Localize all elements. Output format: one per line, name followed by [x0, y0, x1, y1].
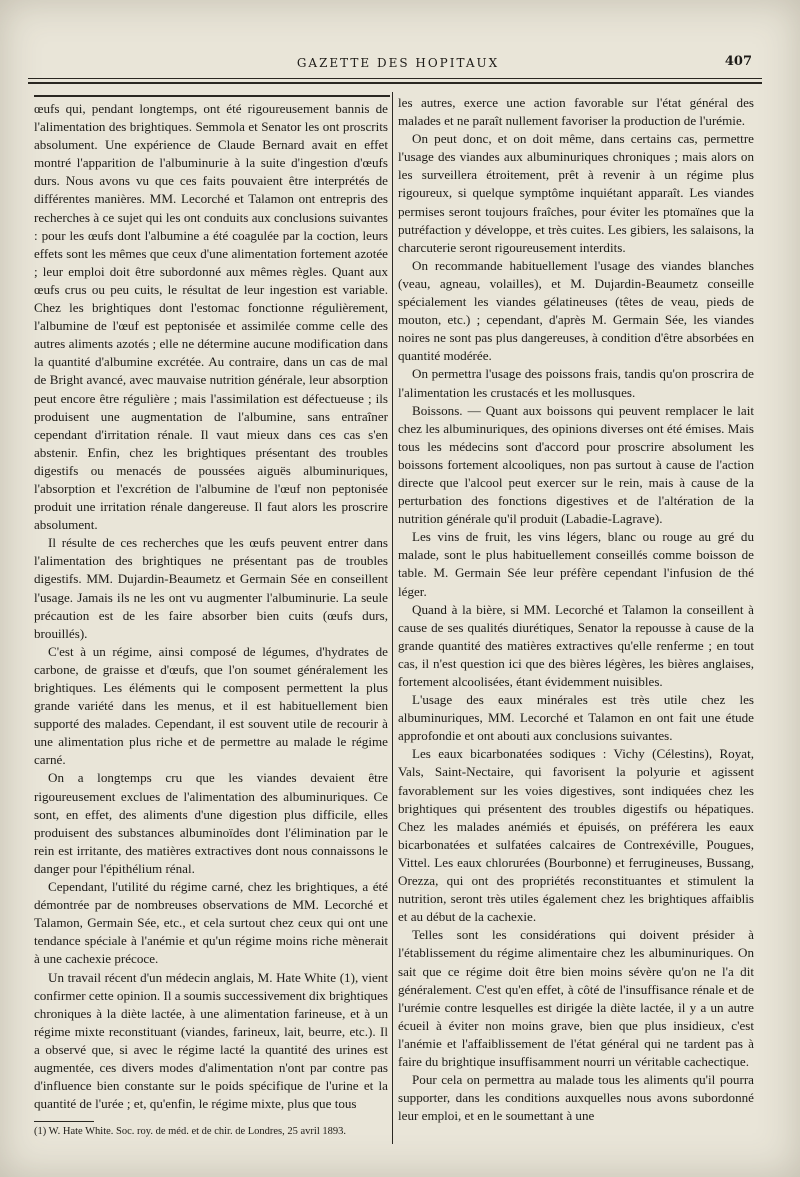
header-rule-thick: [28, 82, 762, 84]
paragraph: C'est à un régime, ainsi composé de légumes, d'hydrates de carbone, de graisse et d'œufs, que l'on soumet généralement les brightiques. Les éléments qui le composent permettent la plus grande variété dans les menus, et il est habituellement bien supporté des malades. Cependant, il est souvent utile de recourir à une alimentation plus riche et de permettre au malade le régime carné.: [34, 643, 388, 768]
left-column: [34, 100, 388, 1113]
paragraph: œufs qui, pendant longtemps, ont été rigoureusement bannis de l'alimentation des brightiques. Semmola et Senator les ont proscrits absolument. Une expérience de Claude Bernard avait en effet montré l'apparition de l'albuminurie à la suite d'ingestion d'œufs durs. Nous avons vu que ces faits pouvaient être interprétés de différentes manières. MM. Lecorché et Talamon ont entrepris des recherches à ce sujet qui les ont conduits aux conclusions suivantes : pour les œufs dont l'albumine a été coagulée par la coction, leurs effets sont les mêmes que ceux d'une alimentation fortement azotée ; leur emploi doit être subordonné aux mêmes règles. Quant aux œufs crus ou peu cuits, le résultat de leur ingestion est variable. Chez les brightiques dont l'estomac fonctionne régulièrement, l'albumine de l'œuf est peptonisée et assimilée comme celle des autres aliments azotés ; elle ne détermine aucune modification dans la quantité d'albumine excrétée. Au contraire, dans un cas de mal de Bright avancé, avec mauvaise nutrition générale, leur absorption peut encore être régulière ; mais l'assimilation est défectueuse ; ils produisent une augmentation de l'albumine, sans entraîner cependant d'irritation rénale. Il vaut mieux dans ces cas s'en abstenir. Enfin, chez les brightiques présentant des troubles digestifs ou menacés de poussées aiguës albuminuriques, l'absorption et l'excrétion de l'albumine de l'œuf non peptonisée produit une irritation rénale dangereuse. Il faut alors les proscrire absolument.: [34, 101, 388, 533]
paragraph: Boissons. — Quant aux boissons qui peuvent remplacer le lait chez les albuminuriques, des opinions diverses ont été émises. Mais tous les médecins sont d'accord pour proscrire absolument les boissons fortement alcooliques, non pas surtout à cause de l'action directe que l'alcool peut exercer sur le rein, mais à cause de la perturbation des fonctions digestives et de l'altération de la nutrition générale qu'il produit (Labadie-Lagrave).: [398, 402, 754, 527]
page-header: [38, 54, 758, 78]
paragraph: Pour cela on permettra au malade tous les aliments qu'il pourra supporter, dans les conditions auxquelles nous avons subordonné leur emploi, et en le soumettant à une: [398, 1072, 754, 1124]
journal-title: GAZETTE DES HOPITAUX: [296, 56, 500, 70]
paragraph: Les eaux bicarbonatées sodiques : Vichy (Célestins), Royat, Vals, Saint-Nectaire, qui favorisent la polyurie et agissent favorablement sur les voies digestives, sont indiquées chez les brightiques qui présentent des troubles digestifs ou hépatiques. Chez les malades anémiés et épuisés, on préférera les eaux bicarbonatées et sulfatées calcaires de Contrexéville, Pougues, Vittel. Les eaux chlorurées (Bourbonne) et ferrugineuses, Bussang, Orezza, qui ont des propriétés reconstituantes et stimulent la nutrition, seront très utiles également chez les brightiques affaiblis et au début de la cachexie.: [398, 746, 754, 925]
paragraph: Telles sont les considérations qui doivent présider à l'établissement du régime alimentaire chez les albuminuriques. On sait que ce régime doit être bien moins sévère qu'on ne l'a dit généralement. C'est qu'en effet, à côté de l'insuffisance rénale et de l'urémie contre lesquelles est dirigée la diète lactée, il y a un autre écueil à éviter non moins grave, bien que plus insidieux, c'est l'anémie et l'affaiblissement de l'état général qui ne tardent pas à faire du brightique insuffisamment nourri un véritable cachectique.: [398, 927, 754, 1069]
paragraph: L'usage des eaux minérales est très utile chez les albuminuriques, MM. Lecorché et Talamon en ont fait une étude approfondie et ont abouti aux conclusions suivantes.: [398, 692, 754, 744]
paragraph: On permettra l'usage des poissons frais, tandis qu'on proscrira de l'alimentation les crustacés et les mollusques.: [398, 366, 754, 400]
paragraph: les autres, exerce une action favorable sur l'état général des malades et ne paraît nullement favoriser la production de l'urémie.: [398, 95, 754, 129]
paragraph: Les vins de fruit, les vins légers, blanc ou rouge au gré du malade, sont le plus habituellement conseillés comme boisson de table. M. Germain Sée leur préfère cependant l'infusion de thé léger.: [398, 529, 754, 599]
column-divider: [392, 92, 393, 1144]
paragraph: Quand à la bière, si MM. Lecorché et Talamon la conseillent à cause de ses qualités diurétiques, Senator la repousse à cause de la grande quantité des matières extractives qu'elle renferme ; en tout cas, il n'est question ici que des bières légères, les bières anglaises, fortement alcoolisées, étant évidemment nuisibles.: [398, 601, 754, 689]
column-top-rule: [34, 95, 390, 97]
paragraph: On peut donc, et on doit même, dans certains cas, permettre l'usage des viandes aux albuminuriques chroniques ; mais alors on les surveillera étroitement, prêt à revenir à un régime plus rigoureux, si quelque symptôme inquiétant apparaît. Les viandes permises seront toujours fraîches, pour éviter les ptomaïnes que la putréfaction y développe, et très cuites. Les gibiers, les salaisons, la charcuterie seront rigoureusement interdits.: [398, 131, 754, 255]
paragraph: Cependant, l'utilité du régime carné, chez les brightiques, a été démontrée par de nombreuses observations de MM. Lecorché et Talamon, Germain Sée, etc., et cela surtout chez ceux qui ont une tendance spéciale à l'anémie et qu'un régime moins riche mènerait à une cachexie précoce.: [34, 879, 388, 967]
page-number: 407: [724, 54, 752, 69]
paragraph: Il résulte de ces recherches que les œufs peuvent entrer dans l'alimentation des brightiques ne présentant pas de troubles digestifs. MM. Dujardin-Beaumetz et Germain Sée en conseillent l'usage. Jamais ils ne les ont vu augmenter l'albuminurie. La seule précaution est de les faire absorber bien cuits (œufs durs, brouillés).: [34, 535, 388, 641]
footnote-rule: [34, 1121, 94, 1122]
right-column: [398, 94, 754, 1125]
header-rule: [28, 78, 762, 79]
footnote: (1) W. Hate White. Soc. roy. de méd. et de chir. de Londres, 25 avril 1893.: [34, 1126, 347, 1137]
paragraph: On a longtemps cru que les viandes devaient être rigoureusement exclues de l'alimentation des albuminuriques. Ce sont, en effet, des aliments d'une digestion plus difficile, elles produisent des substances albuminoïdes dont l'élimination par le rein est irritante, des matières extractives dont nous connaissons le danger pour l'épithélium rénal.: [34, 770, 388, 876]
paragraph: Un travail récent d'un médecin anglais, M. Hate White (1), vient confirmer cette opinion. Il a soumis successivement dix brightiques chroniques à la diète lactée, à une alimentation farineuse, et à un régime mixte reconstituant (viandes, farineux, lait, beurre, etc.). Il a observé que, si avec le régime lacté la quantité des urines est augmentée, ces divers modes d'alimentation n'ont par contre pas d'influence bien constante sur le poids spécifique de l'urine et la quantité de l'urée ; et, qu'enfin, le régime mixte, plus que tous: [34, 969, 388, 1112]
paragraph: On recommande habituellement l'usage des viandes blanches (veau, agneau, volailles), et M. Dujardin-Beaumetz conseille spécialement les viandes gélatineuses (têtes de veau, pieds de mouton, etc.) ; cependant, d'après M. Germain Sée, les viandes noires ne sont pas plus dangereuses, à condition d'être absorbées en quantité modérée.: [398, 257, 754, 364]
